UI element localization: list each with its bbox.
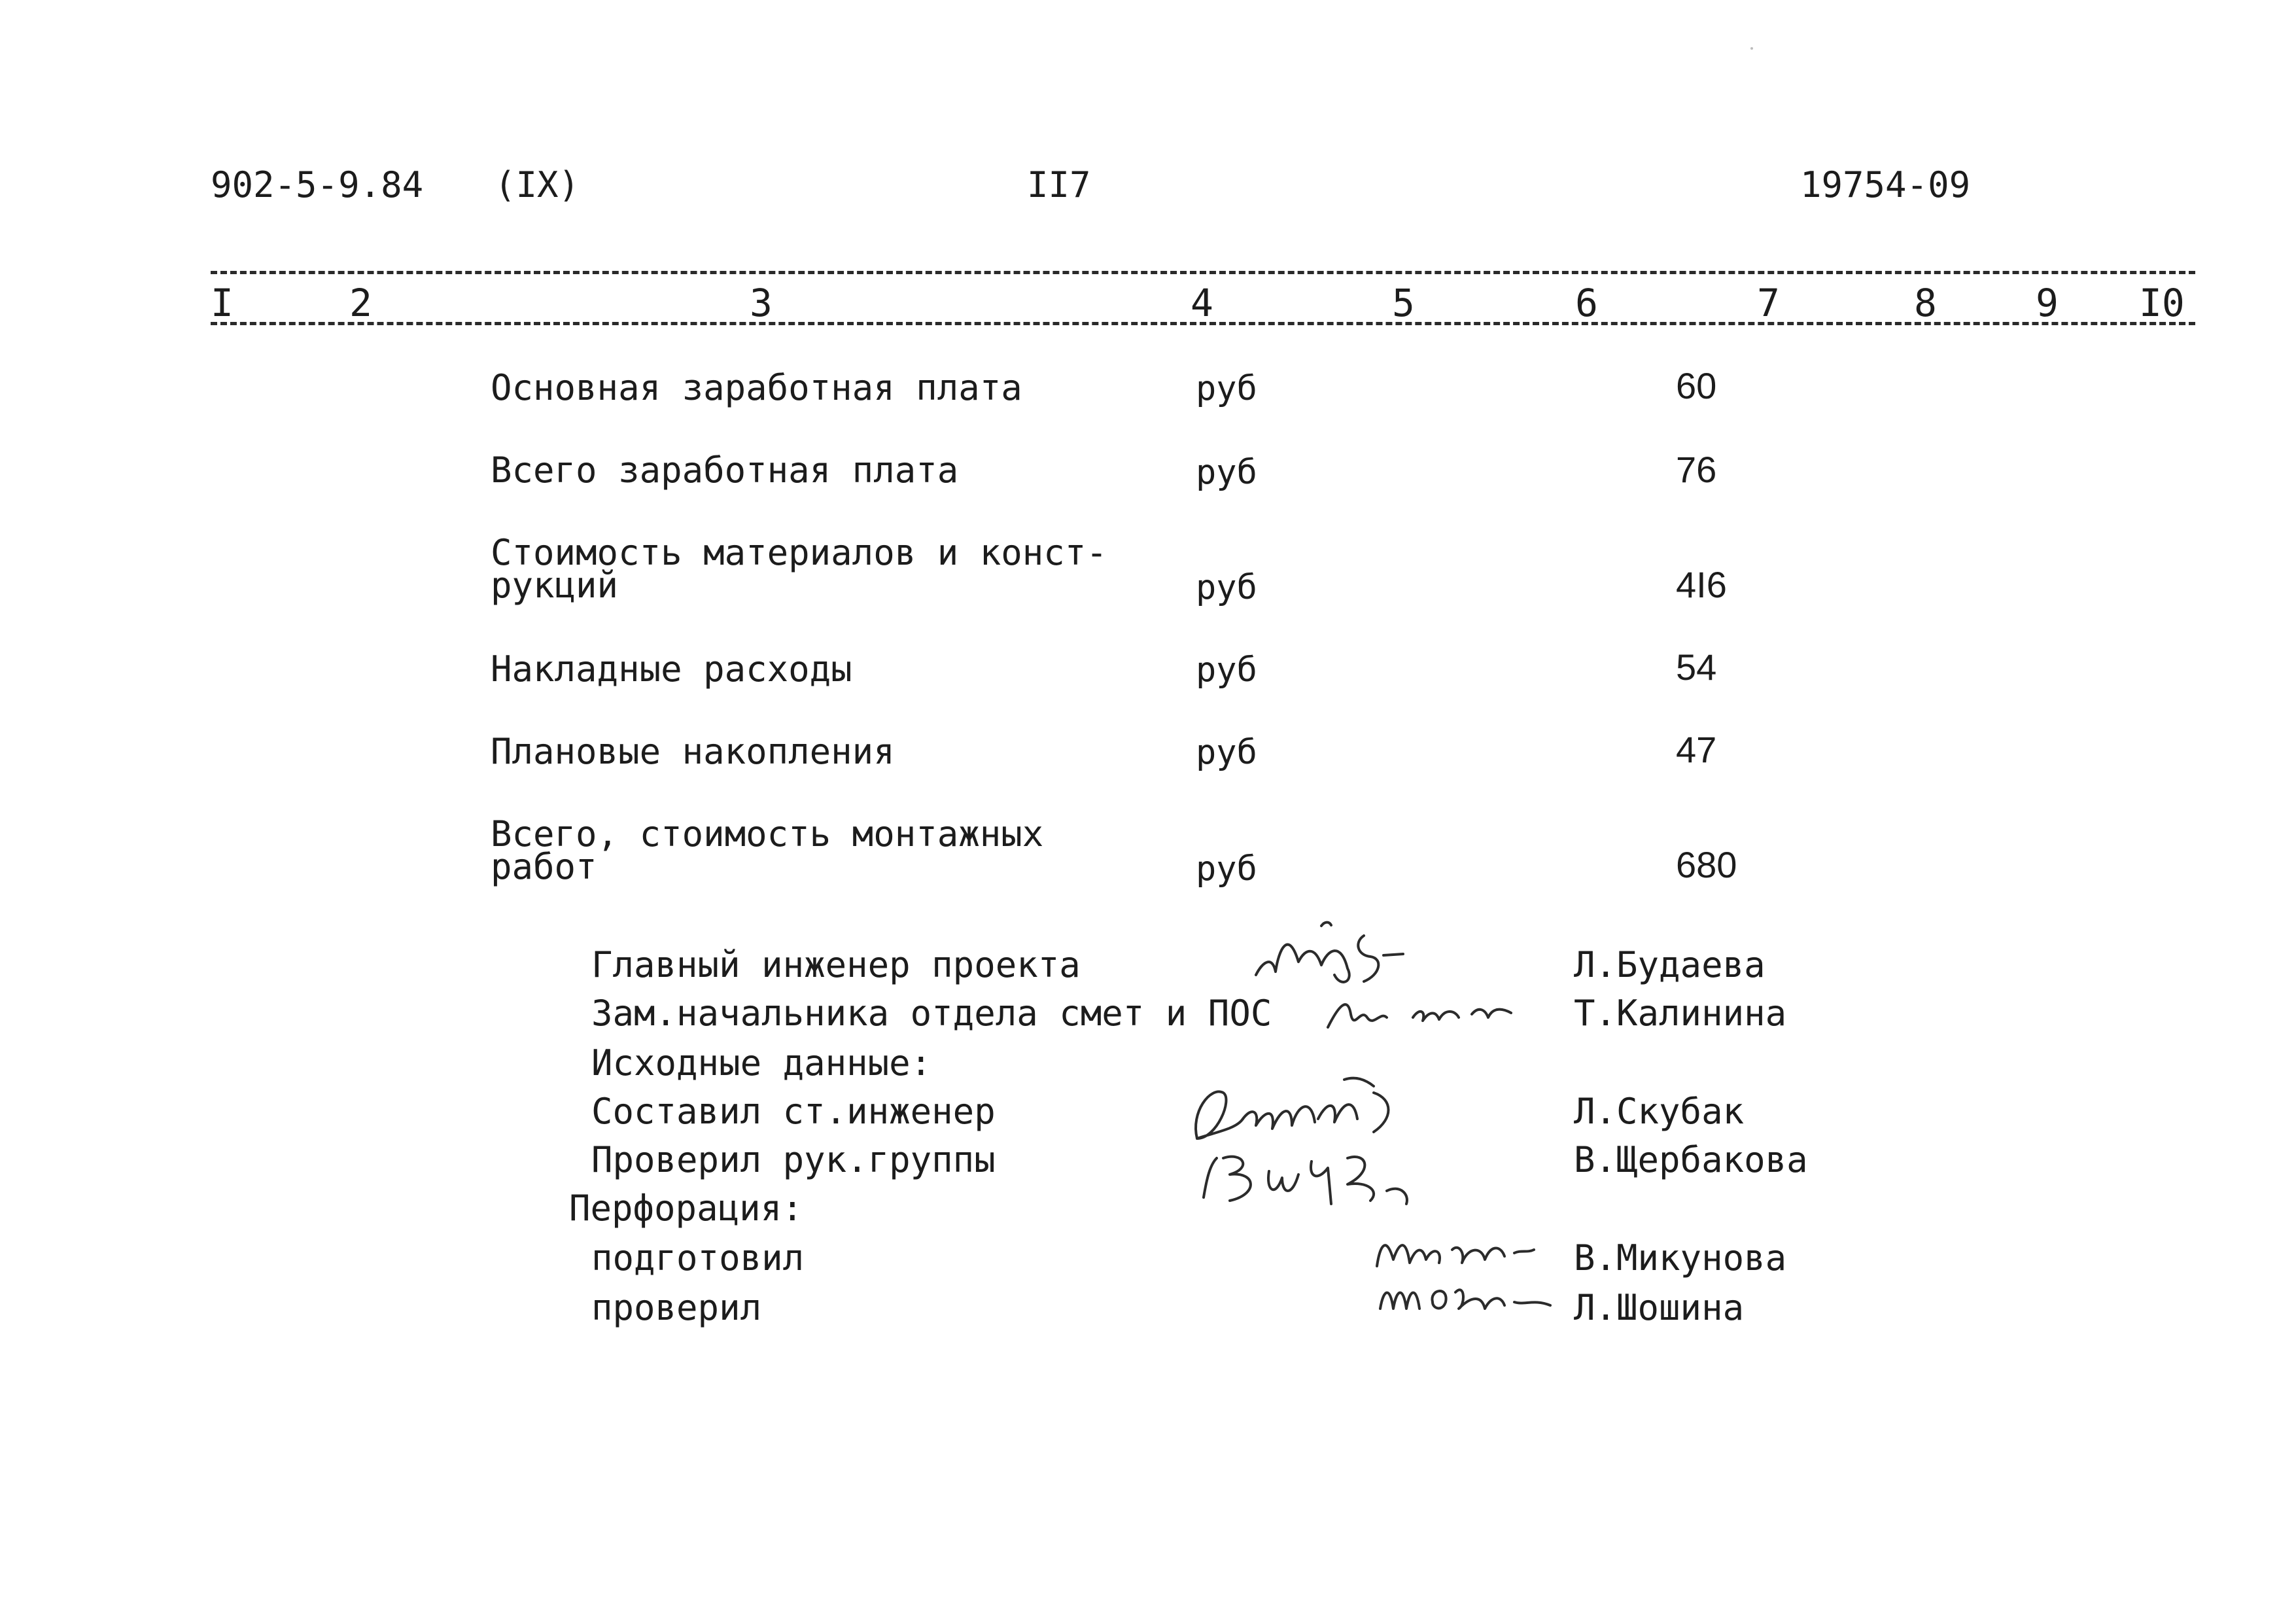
column-number-5: 5	[1392, 281, 1415, 325]
section-number: (IX)	[495, 164, 580, 205]
row-value-basic-wages: 60	[1676, 365, 1717, 406]
row-unit-overhead: руб	[1196, 650, 1257, 690]
column-number-10: I0	[2139, 281, 2185, 325]
signature-title-chief-engineer: Главный инженер проекта	[591, 944, 1081, 985]
signature-section-initial-data: Исходные данные:	[591, 1042, 932, 1084]
column-number-6: 6	[1575, 281, 1598, 325]
signature-name-skubak: Л.Скубак	[1574, 1091, 1745, 1132]
row-unit-materials: руб	[1196, 568, 1257, 607]
doc-code: 902-5-9.84	[211, 164, 424, 205]
signature-name-budaeva: Л.Будаева	[1574, 944, 1765, 985]
column-number-7: 7	[1757, 281, 1780, 325]
row-unit-total-wages: руб	[1196, 453, 1257, 492]
row-label-planned-savings: Плановые накопления	[491, 731, 895, 772]
row-value-overhead: 54	[1676, 646, 1717, 688]
signature-name-shcherbakova: В.Щербакова	[1574, 1139, 1808, 1180]
row-unit-basic-wages: руб	[1196, 369, 1257, 408]
inventory-number: 19754-09	[1800, 164, 1971, 205]
column-number-9: 9	[2036, 281, 2059, 325]
row-value-planned-savings: 47	[1676, 729, 1717, 770]
column-number-2: 2	[349, 281, 372, 325]
signature-title-compiled-by: Составил ст.инженер	[591, 1091, 996, 1132]
signature-section-perforation: Перфорация:	[569, 1188, 803, 1229]
signature-title-checked-by-group-lead: Проверил рук.группы	[591, 1139, 996, 1180]
row-label-materials-cont: рукций	[491, 565, 619, 606]
row-value-total-wages: 76	[1676, 449, 1717, 490]
row-label-total-wages: Всего заработная плата	[491, 450, 959, 491]
handwritten-signature-mikunova	[1367, 1224, 1563, 1276]
row-value-total-installation: 680	[1676, 844, 1737, 885]
signature-title-checked: проверил	[591, 1287, 762, 1328]
column-number-1: I	[211, 281, 234, 325]
signature-name-kalinina: Т.Калинина	[1574, 993, 1787, 1034]
row-label-total-installation-cont: работ	[491, 846, 597, 887]
signature-title-prepared: подготовил	[591, 1237, 805, 1279]
signature-title-deputy-head: Зам.начальника отдела смет и ПОС	[591, 993, 1272, 1034]
signature-name-shoshina: Л.Шошина	[1574, 1287, 1745, 1328]
row-label-total-installation: Всего, стоимость монтажных	[491, 813, 1044, 855]
column-number-8: 8	[1914, 281, 1937, 325]
row-label-overhead: Накладные расходы	[491, 648, 852, 690]
scan-speck	[1750, 47, 1753, 50]
row-unit-planned-savings: руб	[1196, 733, 1257, 772]
row-unit-total-installation: руб	[1196, 849, 1257, 889]
row-label-basic-wages: Основная заработная плата	[491, 367, 1022, 408]
column-number-4: 4	[1191, 281, 1213, 325]
row-label-materials: Стоимость материалов и конст-	[491, 532, 1107, 573]
page-number: II7	[1027, 164, 1091, 205]
row-value-materials: 4I6	[1676, 564, 1727, 605]
handwritten-signature-shcherbakova	[1191, 1132, 1426, 1217]
column-number-3: 3	[750, 281, 773, 325]
signature-name-mikunova: В.Микунова	[1574, 1237, 1787, 1279]
handwritten-signature-shoshina	[1367, 1269, 1563, 1322]
handwritten-signature-kalinina	[1321, 981, 1524, 1040]
table-top-rule	[211, 271, 2195, 274]
